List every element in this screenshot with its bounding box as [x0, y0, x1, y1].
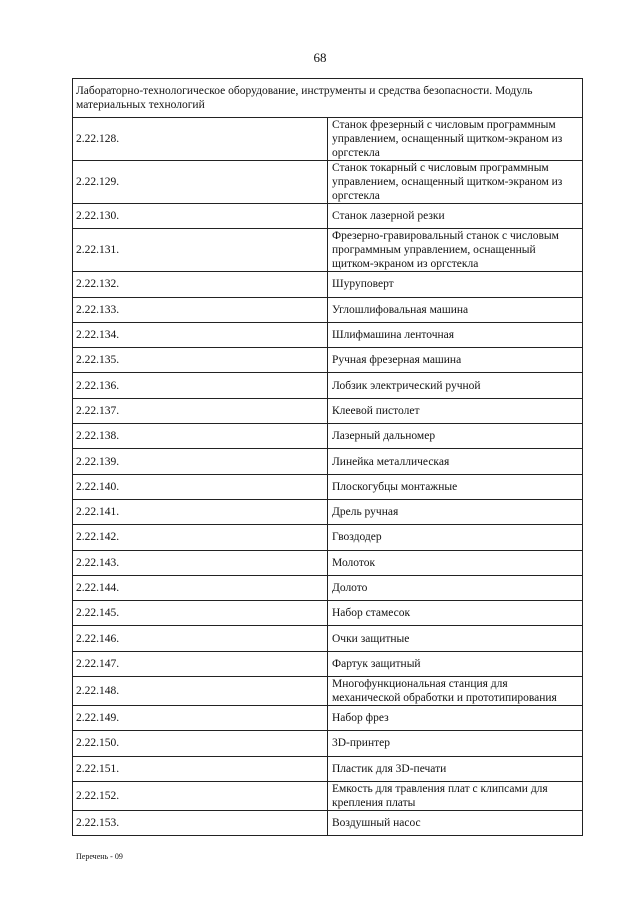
item-number: 2.22.144.	[73, 575, 328, 600]
table-row	[73, 272, 583, 297]
table-row	[73, 398, 583, 423]
table-row	[73, 575, 583, 600]
item-number: 2.22.145.	[73, 601, 328, 626]
item-number: 2.22.139.	[73, 449, 328, 474]
item-number: 2.22.147.	[73, 651, 328, 676]
table-row	[73, 161, 583, 204]
item-number: 2.22.152.	[73, 781, 328, 810]
item-name: Гвоздодер	[328, 525, 583, 550]
item-name: Долото	[328, 575, 583, 600]
item-name: Станок токарный с числовым программным управлением, оснащенный щитком-экраном из оргстекла	[328, 161, 583, 204]
item-number: 2.22.138.	[73, 424, 328, 449]
item-name: Емкость для травления плат с клипсами для крепления платы	[328, 781, 583, 810]
item-name: Лазерный дальномер	[328, 424, 583, 449]
table-row	[73, 651, 583, 676]
item-number: 2.22.141.	[73, 499, 328, 524]
item-number: 2.22.149.	[73, 706, 328, 731]
table-row	[73, 781, 583, 810]
table-row	[73, 229, 583, 272]
item-name: Углошлифовальная машина	[328, 297, 583, 322]
table-row	[73, 373, 583, 398]
table-row	[73, 474, 583, 499]
footer-label: Перечень - 09	[76, 852, 123, 861]
item-number: 2.22.150.	[73, 731, 328, 756]
item-number: 2.22.128.	[73, 118, 328, 161]
item-name: Воздушный насос	[328, 810, 583, 835]
table-row	[73, 810, 583, 835]
table-row	[73, 706, 583, 731]
item-name: Шлифмашина ленточная	[328, 322, 583, 347]
item-number: 2.22.151.	[73, 756, 328, 781]
table-row	[73, 449, 583, 474]
item-number: 2.22.129.	[73, 161, 328, 204]
equipment-table-body	[73, 79, 583, 836]
item-number: 2.22.134.	[73, 322, 328, 347]
item-number: 2.22.153.	[73, 810, 328, 835]
item-name: Плоскогубцы монтажные	[328, 474, 583, 499]
item-name: Набор фрез	[328, 706, 583, 731]
item-number: 2.22.148.	[73, 677, 328, 706]
item-number: 2.22.137.	[73, 398, 328, 423]
table-row	[73, 322, 583, 347]
item-number: 2.22.132.	[73, 272, 328, 297]
table-row	[73, 204, 583, 229]
equipment-table	[72, 78, 583, 836]
item-number: 2.22.136.	[73, 373, 328, 398]
table-row	[73, 550, 583, 575]
table-row	[73, 118, 583, 161]
table-row	[73, 297, 583, 322]
item-name: Лобзик электрический ручной	[328, 373, 583, 398]
item-name: Многофункциональная станция для механической обработки и прототипирования	[328, 677, 583, 706]
item-name: Линейка металлическая	[328, 449, 583, 474]
item-name: Фартук защитный	[328, 651, 583, 676]
item-name: Станок фрезерный с числовым программным управлением, оснащенный щитком-экраном из оргстекла	[328, 118, 583, 161]
table-row	[73, 756, 583, 781]
table-row	[73, 626, 583, 651]
item-name: Ручная фрезерная машина	[328, 348, 583, 373]
item-name: Клеевой пистолет	[328, 398, 583, 423]
section-header-row	[73, 79, 583, 118]
item-number: 2.22.131.	[73, 229, 328, 272]
item-name: Шуруповерт	[328, 272, 583, 297]
item-name: Фрезерно-гравировальный станок с числовым программным управлением, оснащенный щитком-экраном из оргстекла	[328, 229, 583, 272]
item-name: Дрель ручная	[328, 499, 583, 524]
item-name: Очки защитные	[328, 626, 583, 651]
item-name: Станок лазерной резки	[328, 204, 583, 229]
table-row	[73, 677, 583, 706]
item-name: 3D-принтер	[328, 731, 583, 756]
item-number: 2.22.146.	[73, 626, 328, 651]
section-header: Лабораторно-технологическое оборудование, инструменты и средства безопасности. Модуль материальных технологий	[73, 79, 583, 118]
item-number: 2.22.140.	[73, 474, 328, 499]
item-number: 2.22.143.	[73, 550, 328, 575]
item-name: Молоток	[328, 550, 583, 575]
item-number: 2.22.135.	[73, 348, 328, 373]
item-number: 2.22.130.	[73, 204, 328, 229]
table-row	[73, 731, 583, 756]
item-name: Пластик для 3D-печати	[328, 756, 583, 781]
table-row	[73, 499, 583, 524]
page-number: 68	[313, 50, 327, 65]
table-row	[73, 424, 583, 449]
item-name: Набор стамесок	[328, 601, 583, 626]
item-number: 2.22.142.	[73, 525, 328, 550]
table-row	[73, 601, 583, 626]
table-row	[73, 525, 583, 550]
item-number: 2.22.133.	[73, 297, 328, 322]
table-row	[73, 348, 583, 373]
